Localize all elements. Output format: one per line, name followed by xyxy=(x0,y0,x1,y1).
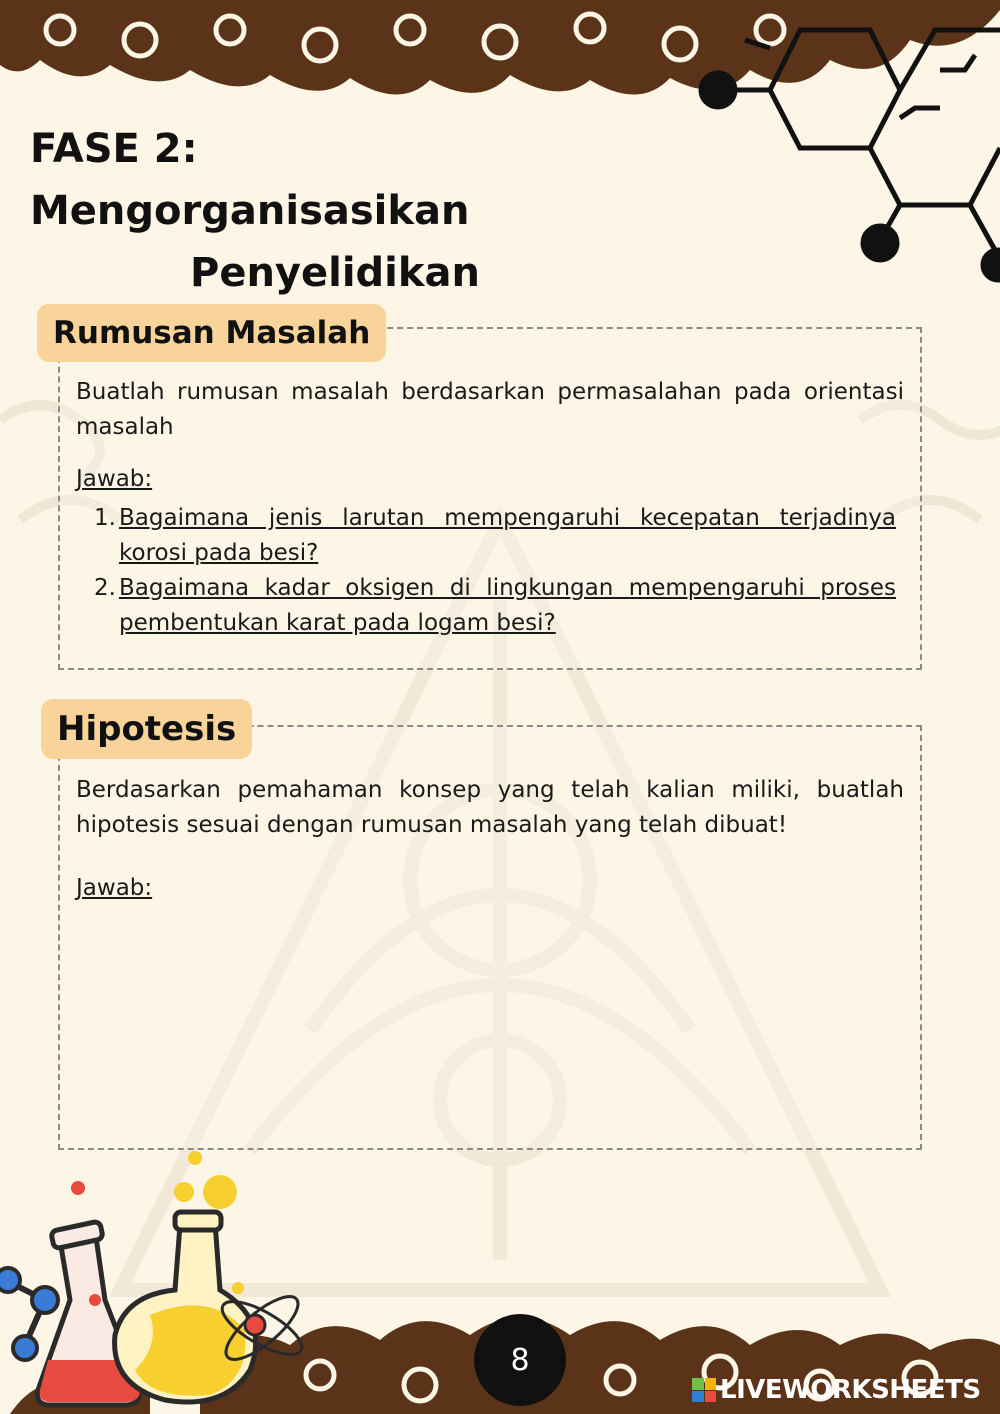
hipotesis-instruction: Berdasarkan pemahaman konsep yang telah kalian miliki, buatlah hipotesis sesuai dengan rumusan masalah yang telah dibuat! xyxy=(76,777,904,838)
answer-item xyxy=(90,501,896,571)
liveworksheets-watermark xyxy=(692,1374,981,1406)
rumusan-masalah-tab: Rumusan Masalah xyxy=(37,304,386,362)
page-title xyxy=(30,118,650,304)
top-cloud-band xyxy=(0,0,1000,95)
watermark-text: LIVEWORKSHEETS xyxy=(720,1375,981,1405)
page-title-line1: FASE 2: Mengorganisasikan xyxy=(30,126,470,234)
hipotesis-answer-label: Jawab: xyxy=(76,875,153,901)
page-title-line2: Penyelidikan xyxy=(190,250,480,296)
rumusan-masalah-instruction: Buatlah rumusan masalah berdasarkan permasalahan pada orientasi masalah xyxy=(76,379,904,440)
answer-number: 1. xyxy=(94,505,116,531)
liveworksheets-logo-icon xyxy=(692,1378,716,1402)
answer-text[interactable]: Bagaimana jenis larutan mempengaruhi kecepatan terjadinya korosi pada besi? xyxy=(119,505,896,566)
answer-number: 2. xyxy=(94,575,116,601)
hipotesis-tab: Hipotesis xyxy=(41,699,252,759)
answer-item xyxy=(90,571,896,641)
answer-text[interactable]: Bagaimana kadar oksigen di lingkungan mempengaruhi proses pembentukan karat pada logam besi? xyxy=(119,575,896,636)
rumusan-masalah-answer-label: Jawab: xyxy=(76,466,153,492)
rumusan-masalah-answer-list xyxy=(90,501,896,641)
page-number-badge: 8 xyxy=(474,1314,566,1406)
